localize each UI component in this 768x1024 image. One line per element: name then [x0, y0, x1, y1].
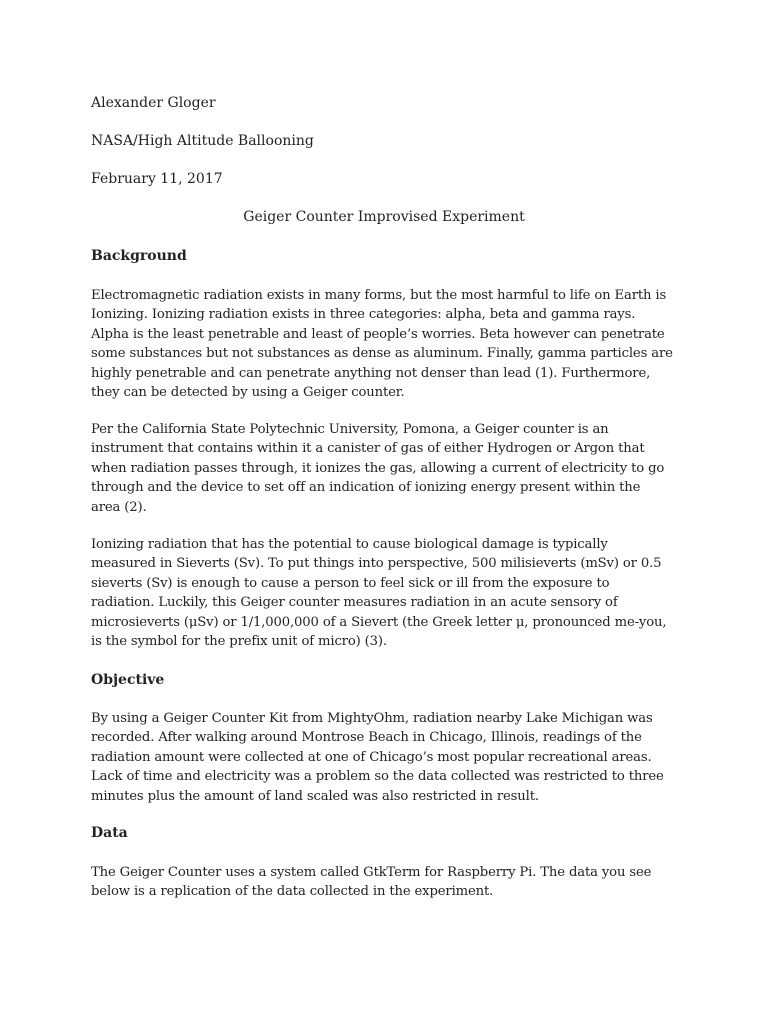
section-heading-background: Background: [91, 248, 187, 264]
text-line: The Geiger Counter uses a system called GtkTerm for Raspberry Pi. The data you see: [91, 865, 652, 880]
background-paragraph-1: [91, 286, 673, 402]
text-line: measured in Sieverts (Sv). To put things into perspective, 500 milisieverts (mSv) or 0.5: [91, 556, 662, 572]
text-line: area (2).: [91, 499, 147, 515]
text-line: Ionizing radiation that has the potential to cause biological damage is typically: [91, 537, 608, 552]
section-heading-objective: Objective: [91, 672, 165, 688]
background-paragraph-3: [91, 535, 665, 651]
text-line: when radiation passes through, it ionizes the gas, allowing a current of electricity to go: [91, 460, 665, 476]
text-line: highly penetrable and can penetrate anything not denser than lead (1). Furthermore,: [91, 365, 651, 381]
text-line: through and the device to set off an indication of ionizing energy present within the: [91, 480, 641, 496]
data-paragraph: [91, 863, 665, 902]
document-title: Geiger Counter Improvised Experiment: [243, 209, 525, 225]
affiliation: NASA/High Altitude Ballooning: [91, 133, 314, 149]
text-line: By using a Geiger Counter Kit from MightyOhm, radiation nearby Lake Michigan was: [91, 711, 653, 726]
text-line: microsieverts (μSv) or 1/1,000,000 of a Sievert (the Greek letter μ, pronounced me-you,: [91, 614, 667, 630]
document-date: February 11, 2017: [91, 171, 223, 187]
text-line: below is a replication of the data collected in the experiment.: [91, 884, 494, 900]
text-line: minutes plus the amount of land scaled was also restricted in result.: [91, 788, 539, 804]
text-line: some substances but not substances as dense as aluminum. Finally, gamma particles are: [91, 346, 673, 362]
background-paragraph-2: [91, 420, 665, 517]
text-line: they can be detected by using a Geiger counter.: [91, 385, 405, 401]
text-line: instrument that contains within it a canister of gas of either Hydrogen or Argon that: [91, 441, 645, 457]
text-line: is the symbol for the prefix unit of micro) (3).: [91, 634, 387, 650]
text-line: sieverts (Sv) is enough to cause a person to feel sick or ill from the exposure to: [91, 575, 610, 591]
text-line: recorded. After walking around Montrose Beach in Chicago, Illinois, readings of the: [91, 730, 642, 746]
text-line: Ionizing. Ionizing radiation exists in three categories: alpha, beta and gamma rays.: [91, 307, 636, 323]
text-line: Alpha is the least penetrable and least of people’s worries. Beta however can penetrate: [91, 326, 665, 342]
author-name: Alexander Gloger: [91, 95, 216, 111]
objective-paragraph: [91, 709, 665, 806]
text-line: radiation amount were collected at one of Chicago’s most popular recreational areas.: [91, 749, 652, 765]
text-line: Electromagnetic radiation exists in many forms, but the most harmful to life on Earth is: [91, 288, 667, 303]
text-line: Lack of time and electricity was a problem so the data collected was restricted to three: [91, 769, 664, 785]
text-line: radiation. Luckily, this Geiger counter measures radiation in an acute sensory of: [91, 595, 618, 611]
section-heading-data: Data: [91, 825, 128, 841]
text-line: Per the California State Polytechnic University, Pomona, a Geiger counter is an: [91, 422, 609, 437]
